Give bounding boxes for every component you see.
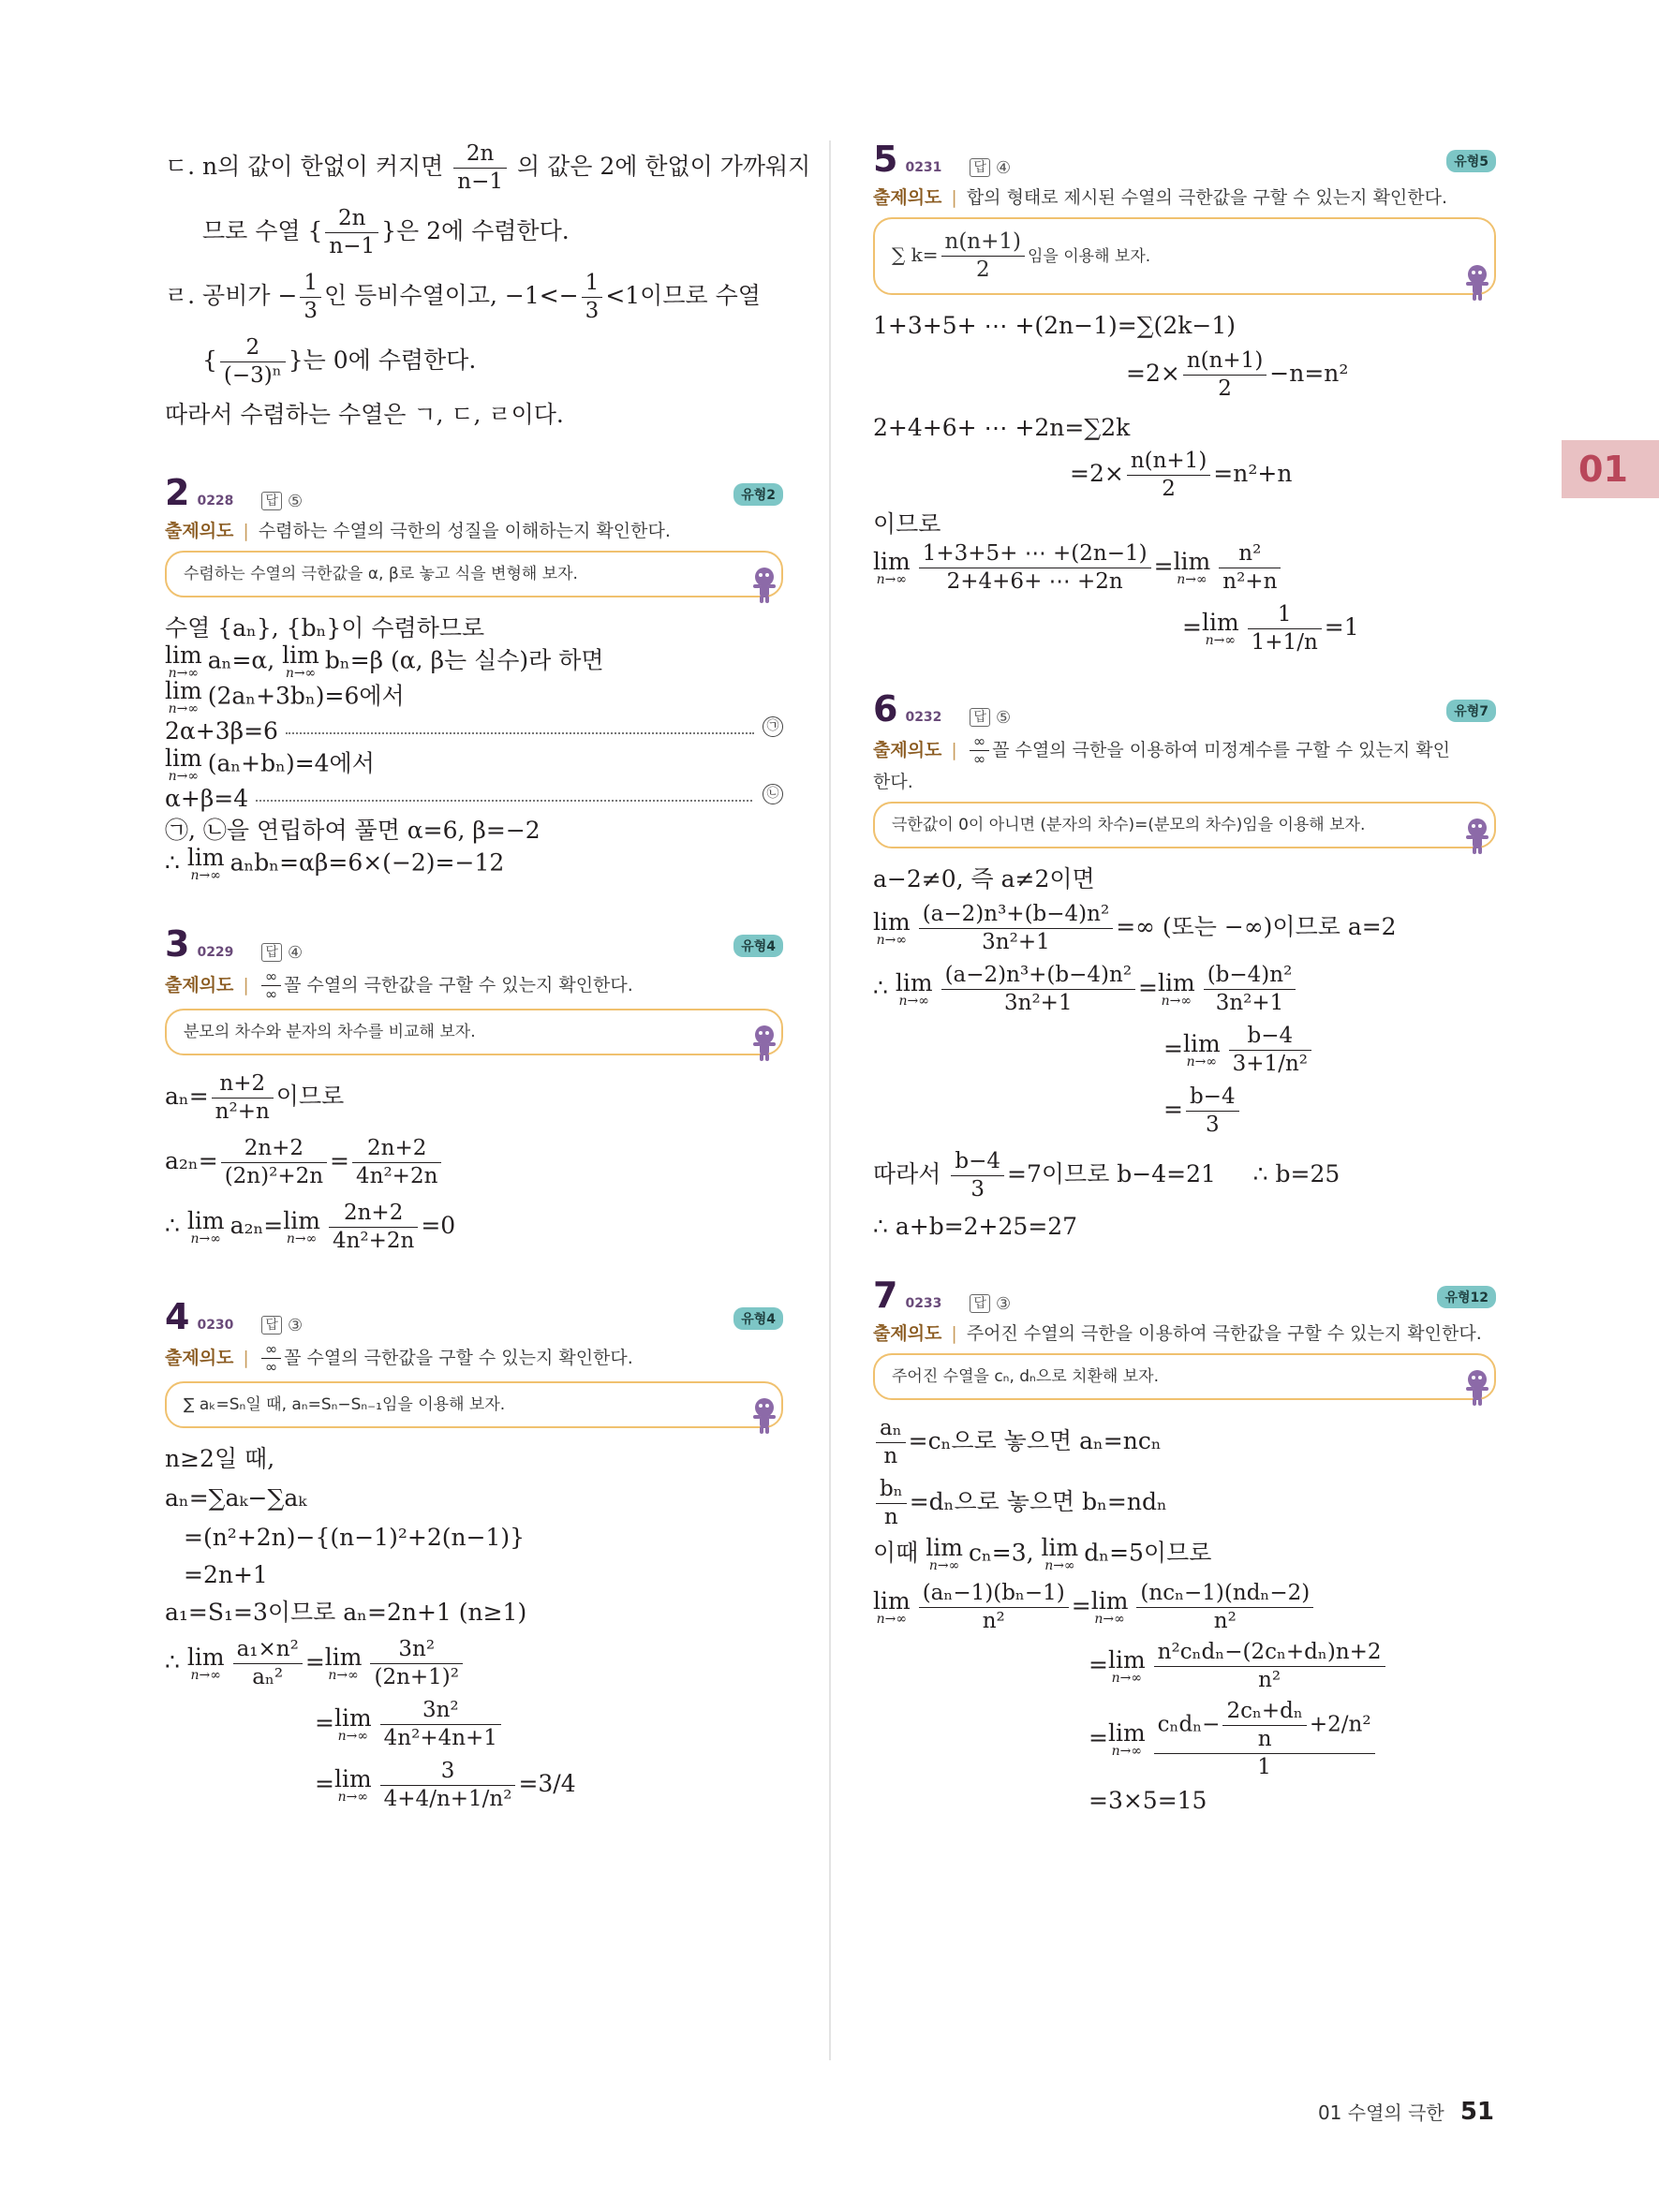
solution-line: =2× $\frac{n(n+1)}{2}$ =n²+n [1070,449,1293,501]
page-number: 51 [1459,2098,1494,2126]
solution-line: 이때 lim n→∞ cₙ=3, lim n→∞ dₙ=5이므로 [873,1534,1212,1573]
fraction [582,270,603,325]
hint-box [165,551,783,597]
answer-label: 답 [261,943,282,962]
answer-label: 답 [970,708,990,727]
page-footer [1318,2098,1494,2126]
solution-line: ∴ a+b=2+25=27 [873,1213,1078,1240]
purpose-text: 꼴 수열의 극한값을 구할 수 있는지 확인한다. [284,975,633,995]
answer [970,708,1011,728]
purpose-text-cont: 한다. [873,772,913,792]
problem-code: 0233 [905,1296,942,1311]
problem-7 [873,1276,1496,1817]
solution-line: 따라서 $\frac{b-4}{3}$ =7이므로 b−4=21 ∴ b=25 [873,1149,1341,1202]
purpose: 출제의도 | $\frac{\infty}{\infty}$ 꼴 수열의 극한을 이용하여 미정계수를 구할 수 있는지 확인 한다. [873,732,1450,792]
answer-label: 답 [970,1294,990,1313]
answer-label: 답 [970,158,990,177]
numerator: 1 [582,270,603,298]
solution-line: =2× $\frac{n(n+1)}{2}$ −n=n² [1126,348,1349,401]
lim: lim n→∞ [165,745,202,784]
solution-line: lim n→∞ $\frac{1+3+5+ \cdots +(2n-1)}{2+4+6+ \cdots +2n}$ = lim n→∞ $\frac{\text{n²}}{\text{n²+n}}$ [873,540,1496,596]
solution-line: = lim n→∞ $\frac{\text{n²cₙdₙ−(2cₙ+dₙ)n+2}}{\text{n²}}$ [1089,1639,1496,1694]
denominator: 3 [304,299,318,323]
solution-line: aₙ=∑aₖ−∑aₖ [165,1484,307,1512]
solution-line: ∴ lim n→∞ a₂ₙ= lim n→∞ $\frac{2n+2}{\text{4n²+2n}}$ =0 [165,1201,456,1253]
problem-code: 0232 [905,710,942,725]
hint-box [165,1381,783,1428]
problem-number: 4 [165,1296,190,1337]
problem-number: 7 [873,1275,898,1316]
solution-line: lim n→∞ aₙ=α, lim n→∞ bₙ=β (α, β는 실수)라 하면 [165,641,604,681]
type-badge: 유형4 [733,935,783,957]
lim: lim n→∞ [165,677,202,716]
purpose-text: 주어진 수열의 극한을 이용하여 극한값을 구할 수 있는지 확인한다. [966,1323,1482,1344]
problem-header [165,474,783,515]
mascot-icon [1464,263,1490,302]
purpose-tag: 출제의도 [165,975,234,995]
intro-line-2 [202,205,783,260]
solution-line: ∴ lim n→∞ $\frac{\text{(a−2)n³+(b−4)n²}}{\text{3n²+1}}$ = lim n→∞ $\frac{\text{(b−4)n²}}{\text{3n²+1}}$ [873,962,1496,1017]
problem-code: 0230 [197,1318,234,1333]
problem-4 [165,1298,783,1813]
purpose-text: 수렴하는 수열의 극한의 성질을 이해하는지 확인한다. [258,521,671,541]
hint-text: 분모의 차수와 분자의 차수를 비교해 보자. [184,1023,476,1041]
purpose-tag: 출제의도 [873,1323,942,1344]
denominator: n−1 [457,170,504,194]
hint-text: 임을 이용해 보자. [1028,247,1151,266]
hint-box [873,802,1496,848]
intro-line-3 [165,270,783,325]
solution-line: = lim n→∞ $\frac{b-4}{\text{3+1/n²}}$ [1163,1023,1496,1078]
circle-label: ㉠ [763,716,783,737]
solution-line: 1+3+5+ ⋯ +(2n−1)=∑(2k−1) [873,312,1236,339]
problem-5 [873,140,1496,656]
solution-line: 2+4+6+ ⋯ +2n=∑2k [873,414,1131,441]
solution-line: 수열 {aₙ}, {bₙ}이 수렴하므로 [165,614,485,641]
solution-line: lim n→∞ $\frac{\text{(aₙ−1)(bₙ−1)}}{\text{n²}}$ = lim n→∞ $\frac{\text{(ncₙ−1)(ndₙ−2)}}{\text{n²}}$ [873,1580,1496,1635]
purpose: 출제의도 | $\frac{\infty}{\infty}$ 꼴 수열의 극한값을 구할 수 있는지 확인한다. [165,1340,633,1376]
text: 인 등비수열이고, −1<− [324,282,579,309]
problem-number: 5 [873,139,898,180]
solution-line: a−2≠0, 즉 a≠2이면 [873,865,1095,892]
purpose-text: 꼴 수열의 극한값을 구할 수 있는지 확인한다. [284,1348,633,1368]
mascot-icon [751,1396,778,1436]
fraction [325,205,378,260]
lim: lim n→∞ [186,844,225,883]
purpose-tag: 출제의도 [873,187,942,208]
problem-number: 2 [165,472,190,513]
solution-line: =3×5=15 [1089,1787,1207,1814]
intro-line-4 [202,334,783,390]
solution-line: $\frac{\text{bₙ}}{n}$ =dₙ으로 놓으면 bₙ=ndₙ [873,1476,1496,1531]
right-column [873,140,1496,1817]
solution-line: lim n→∞ (aₙ+bₙ)=4에서 [165,745,375,784]
solution-line: ㉠, ㉡을 연립하여 풀면 α=6, β=−2 [165,817,541,844]
purpose-tag: 출제의도 [165,521,234,541]
solution-line: lim n→∞ (2aₙ+3bₙ)=6에서 [165,677,405,716]
purpose-text: 꼴 수열의 극한을 이용하여 미정계수를 구할 수 있는지 확인 [992,740,1450,760]
answer [261,492,303,511]
fraction [220,334,286,390]
type-badge: 유형4 [733,1307,783,1330]
text: <1이므로 수열 [605,282,761,309]
problem-3 [165,925,783,1255]
numerator: 2n [325,205,378,233]
solution-line: a₁=S₁=3이므로 aₙ=2n+1 (n≥1) [165,1599,527,1626]
solution-line: = lim n→∞ cₙdₙ− $\frac{\text{2cₙ+dₙ}}{n}$ +2/n² 1 [1089,1698,1496,1781]
answer-label: 답 [261,1316,282,1335]
left-column [165,140,811,1813]
problem-code: 0229 [197,945,234,960]
text: ㄷ. n의 값이 한없이 커지면 [165,153,444,180]
purpose: 출제의도 | $\frac{\infty}{\infty}$ 꼴 수열의 극한값을 구할 수 있는지 확인한다. [165,967,633,1003]
text: }는 0에 수렴한다. [288,347,477,374]
answer [970,1294,1011,1314]
purpose: 출제의도 | 주어진 수열의 극한을 이용하여 극한값을 구할 수 있는지 확인한다. [873,1323,1482,1344]
type-badge: 유형12 [1437,1286,1496,1308]
problem-number: 3 [165,923,190,965]
purpose-text: 합의 형태로 제시된 수열의 극한값을 구할 수 있는지 확인한다. [966,187,1448,208]
lim: lim n→∞ [282,641,319,681]
solution-line: = lim n→∞ $\frac{3}{\text{4+4/n+1/n²}}$ =3/4 [315,1759,576,1811]
problem-header [165,1298,783,1339]
solution-line: = lim n→∞ $\frac{\text{3n²}}{\text{4n²+4n+1}}$ [315,1697,783,1752]
solution-line: = $\frac{b-4}{3}$ [1163,1084,1496,1139]
solution-line: ∴ lim n→∞ aₙbₙ=αβ=6×(−2)=−12 [165,844,505,883]
answer [261,1316,303,1335]
problem-header [873,690,1496,731]
numerator: 2 [220,334,286,362]
hint-text: ∑ aₖ=Sₙ일 때, aₙ=Sₙ−Sₙ₋₁임을 이용해 보자. [184,1395,506,1414]
answer-value: ⑤ [287,491,304,511]
solution-line: aₙ= $\frac{n+2}{\text{n²+n}}$ 이므로 [165,1071,345,1124]
problem-6 [873,690,1496,1243]
answer-value: ③ [287,1315,304,1335]
mascot-icon [751,566,778,605]
type-badge: 유형2 [733,483,783,506]
mascot-icon [751,1024,778,1063]
denominator: 3 [585,299,600,323]
text: 의 값은 2에 한없이 가까워지 [516,153,811,180]
solution-line: $\frac{\text{aₙ}}{n}$ =cₙ으로 놓으면 aₙ=ncₙ [873,1415,1496,1470]
solution-line: =2n+1 [184,1561,268,1588]
numerator: 2n [453,140,507,169]
fraction [453,140,507,196]
answer-value: ⑤ [995,707,1012,728]
problem-code: 0231 [905,160,942,175]
chapter-tab: 01 [1562,440,1659,498]
answer [261,943,303,963]
type-badge: 유형7 [1446,700,1496,722]
denominator: (−3)ⁿ [223,363,282,388]
answer-value: ③ [995,1293,1012,1314]
solution-line: =(n²+2n)−{(n−1)²+2(n−1)} [184,1524,526,1551]
fraction [300,270,321,325]
problem-header [873,140,1496,182]
lim: lim n→∞ [165,641,202,681]
solution-line: 2α+3β=6 ㉠ [165,715,783,747]
intro-line-1 [165,140,811,196]
problem-number: 6 [873,688,898,730]
mascot-icon [1464,817,1490,856]
answer-value: ④ [287,942,304,963]
purpose-tag: 출제의도 [165,1348,234,1368]
type-badge: 유형5 [1446,150,1496,172]
problem-2 [165,474,783,882]
footer-chapter-title: 01 수열의 극한 [1317,2101,1444,2124]
solution-line: 이므로 [873,510,941,538]
solution-line: α+β=4 ㉡ [165,783,783,815]
hint-box [873,1353,1496,1400]
answer [970,158,1011,178]
solution-line: a₂ₙ= $\frac{2n+2}{\text{(2n)²+2n}}$ = $\frac{2n+2}{\text{4n²+2n}}$ [165,1135,783,1190]
hint-box [165,1009,783,1055]
problem-code: 0228 [197,494,234,509]
hint-box: ∑ k= $\frac{n(n+1)}{2}$ 임을 이용해 보자. [873,217,1496,295]
answer-label: 답 [261,492,282,510]
problem-header [873,1276,1496,1318]
problem-header [165,925,783,966]
hint-text: 수렴하는 수열의 극한값을 α, β로 놓고 식을 변형해 보자. [184,565,578,583]
purpose: 출제의도 | 수렴하는 수열의 극한의 성질을 이해하는지 확인한다. [165,521,671,541]
hint-text: 극한값이 0이 아니면 (분자의 차수)=(분모의 차수)임을 이용해 보자. [892,816,1366,834]
text: ㄹ. 공비가 − [165,282,298,309]
column-divider [829,140,831,2060]
solution-line: = lim n→∞ $\frac{1}{1+1/n}$ =1 [1182,602,1359,655]
answer-value: ④ [995,157,1012,178]
text: }은 2에 수렴한다. [381,217,570,244]
intro-line-5: 따라서 수렴하는 수열은 ㄱ, ㄷ, ㄹ이다. [165,401,564,428]
circle-label: ㉡ [763,784,783,804]
text: 므로 수열 { [202,217,323,244]
solution-line: ∴ lim n→∞ $\frac{\text{a₁×n²}}{\text{aₙ²}}$ = lim n→∞ $\frac{\text{3n²}}{\text{(2n+1)²}}$ [165,1636,783,1691]
purpose: 출제의도 | 합의 형태로 제시된 수열의 극한값을 구할 수 있는지 확인한다. [873,187,1448,208]
solution-line: n≥2일 때, [165,1445,275,1472]
purpose-tag: 출제의도 [873,740,942,760]
text: { [202,347,217,374]
numerator: 1 [300,270,321,298]
denominator: n−1 [329,234,376,258]
solution-line: lim n→∞ $\frac{\text{(a−2)n³+(b−4)n²}}{\text{3n²+1}}$ =∞ (또는 −∞)이므로 a=2 [873,902,1397,954]
hint-text: 주어진 수열을 cₙ, dₙ으로 치환해 보자. [892,1367,1159,1386]
mascot-icon [1464,1368,1490,1408]
